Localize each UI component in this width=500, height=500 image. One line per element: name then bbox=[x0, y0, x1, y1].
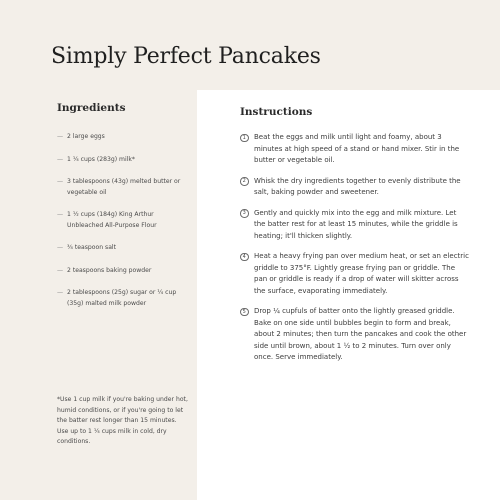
dash-bullet: — bbox=[57, 133, 64, 140]
step-number: 3 bbox=[240, 209, 249, 218]
ingredient-text: 2 tablespoons (25g) sugar or ¼ cup (35g) malted milk powder bbox=[67, 289, 177, 307]
step-text: Whisk the dry ingredients together to evenly distribute the salt, baking powder and sweetener. bbox=[254, 176, 461, 196]
instruction-step bbox=[240, 306, 470, 364]
instructions-list bbox=[240, 132, 470, 373]
ingredient-text: 2 teaspoons baking powder bbox=[67, 266, 152, 274]
dash-bullet: — bbox=[57, 266, 64, 274]
instructions-panel bbox=[197, 90, 500, 500]
ingredient-item bbox=[57, 243, 189, 254]
instructions-heading: Instructions bbox=[240, 106, 313, 118]
ingredient-item bbox=[57, 210, 189, 231]
instruction-step bbox=[240, 208, 470, 243]
ingredient-text: 1 ½ cups (184g) King Arthur Unbleached All-Purpose Flour bbox=[67, 211, 157, 229]
step-number: 1 bbox=[240, 134, 249, 143]
dash-bullet: — bbox=[57, 211, 64, 218]
ingredient-text: 3 tablespoons (43g) melted butter or vegetable oil bbox=[67, 178, 181, 196]
ingredient-item bbox=[57, 155, 189, 166]
dash-bullet: — bbox=[57, 244, 64, 251]
ingredients-panel bbox=[0, 90, 197, 500]
step-text: Beat the eggs and milk until light and foamy, about 3 minutes at high speed of a stand or hand mixer. Stir in the butter or vegetable oil. bbox=[254, 133, 460, 164]
ingredient-note: *Use 1 cup milk if you're baking under hot, humid conditions, or if you're going to let the batter rest longer than 15 minutes. Use up to 1 ¼ cups milk in cold, dry conditions. bbox=[57, 396, 188, 445]
ingredient-text: 2 large eggs bbox=[67, 133, 105, 140]
step-text: Heat a heavy frying pan over medium heat, or set an electric griddle to 375°F. Lightly grease frying pan or griddle. The pan or griddle is ready if a drop of water will skitter across the surface, evaporating immediately. bbox=[254, 252, 469, 295]
instruction-step bbox=[240, 132, 470, 167]
ingredient-item bbox=[57, 266, 189, 277]
ingredient-text: ¾ teaspoon salt bbox=[67, 244, 117, 251]
ingredients-list bbox=[57, 132, 189, 321]
ingredient-item bbox=[57, 177, 189, 198]
step-number: 4 bbox=[240, 253, 249, 262]
dash-bullet: — bbox=[57, 155, 64, 163]
dash-bullet: — bbox=[57, 178, 64, 185]
step-text: Drop ¼ cupfuls of batter onto the lightly greased griddle. Bake on one side until bubbles begin to form and break, about 2 minutes; then turn the pancakes and cook the other side until brown, about 1 ½ to 2 minutes. Turn over only once. Serve immediately. bbox=[254, 307, 467, 361]
instruction-step bbox=[240, 251, 470, 297]
ingredient-text: 1 ¼ cups (283g) milk* bbox=[67, 155, 135, 163]
instruction-step bbox=[240, 176, 470, 199]
step-text: Gently and quickly mix into the egg and milk mixture. Let the batter rest for at least 15 minutes, while the griddle is heating; it'll thicken slightly. bbox=[254, 208, 458, 240]
ingredient-item bbox=[57, 288, 189, 309]
dash-bullet: — bbox=[57, 289, 64, 296]
step-number: 5 bbox=[240, 308, 249, 317]
ingredient-item bbox=[57, 132, 189, 143]
ingredients-heading: Ingredients bbox=[57, 102, 126, 114]
step-number: 2 bbox=[240, 177, 249, 186]
page-title: Simply Perfect Pancakes bbox=[51, 44, 321, 69]
